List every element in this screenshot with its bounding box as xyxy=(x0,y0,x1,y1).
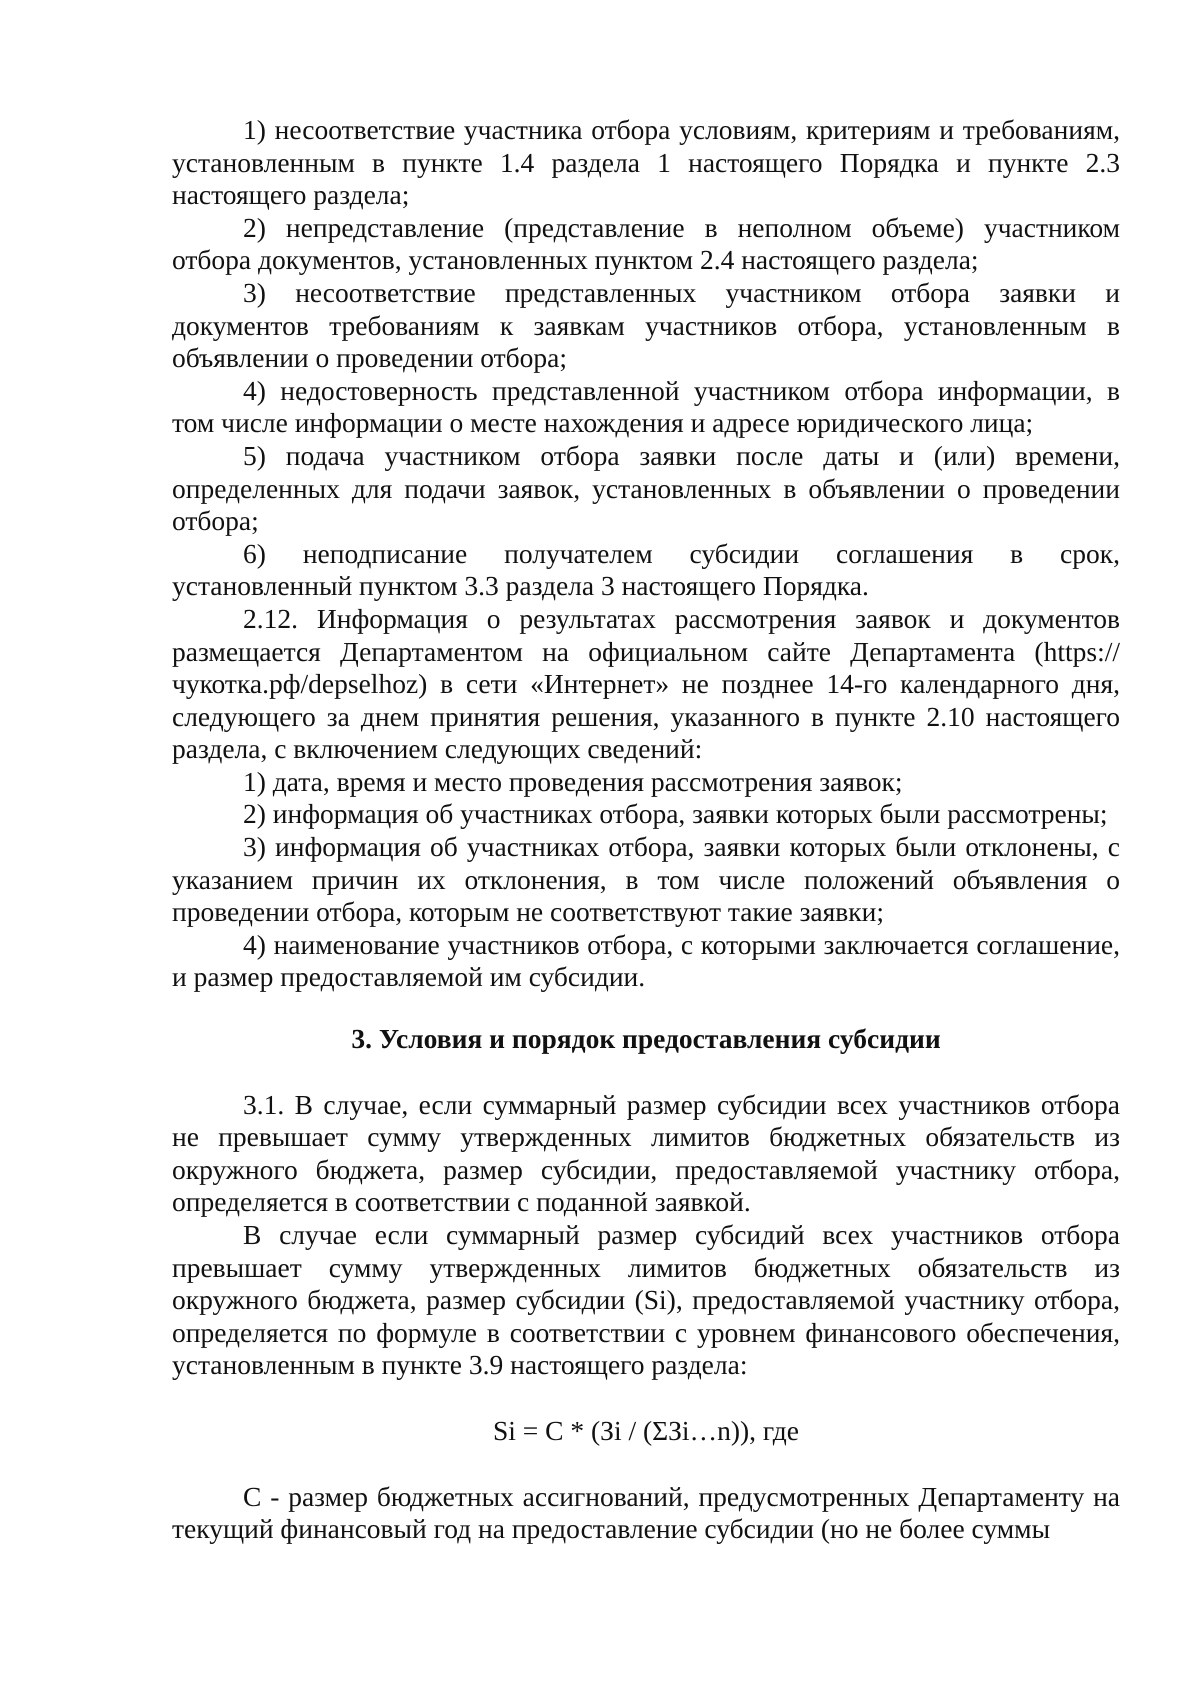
list-item-info-4: 4) наименование участников отбора, с которыми заключается соглашение, и размер предоставляемой им субсидии. xyxy=(172,928,1120,993)
list-item-info-2: 2) информация об участниках отбора, заявки которых были рассмотрены; xyxy=(243,798,1108,830)
clause-2-12: 2.12. Информация о результатах рассмотрения заявок и документов размещается Департаментом на официальном сайте Департамента (https://чукотка.рф/depselhoz) в сети «Интернет» не позднее 14-го календарного дня, следующего за днем принятия решения, указанного в пункте 2.10 настоящего раздела, с включением следующих сведений: xyxy=(172,602,1120,765)
section-heading: 3. Условия и порядок предоставления субсидии xyxy=(351,1023,941,1055)
document-page xyxy=(172,114,1120,1546)
list-item-rejection-3: 3) несоответствие представленных участником отбора заявки и документов требованиям к заявкам участников отбора, установленным в объявлении о проведении отбора; xyxy=(172,276,1120,374)
list-item-rejection-1: 1) несоответствие участника отбора условиям, критериям и требованиям, установленным в пункте 1.4 раздела 1 настоящего Порядка и пункте 2.3 настоящего раздела; xyxy=(172,114,1120,211)
list-item-rejection-6: 6) неподписание получателем субсидии соглашения в срок, установленный пунктом 3.3 раздела 3 настоящего Порядка. xyxy=(172,537,1120,602)
list-item-rejection-4: 4) недостоверность представленной участником отбора информации, в том числе информации о месте нахождения и адресе юридического лица; xyxy=(172,374,1120,439)
list-item-info-3: 3) информация об участниках отбора, заявки которых были отклонены, с указанием причин их отклонения, в том числе положений объявления о проведении отбора, которым не соответствуют такие заявки; xyxy=(172,831,1120,928)
subsidy-formula: Si = С * (Зi / (ΣЗi…n)), где xyxy=(492,1414,799,1446)
clause-3-1-formula-intro: В случае если суммарный размер субсидий всех участников отбора превышает сумму утвержденных лимитов бюджетных обязательств из окружного бюджета, размер субсидии (Si), предоставляемой участнику отбора, определяется по формуле в соответствии с уровнем финансового обеспечения, установленным в пункте 3.9 настоящего раздела: xyxy=(172,1219,1120,1381)
list-item-info-1: 1) дата, время и место проведения рассмотрения заявок; xyxy=(243,765,903,797)
list-item-rejection-5: 5) подача участником отбора заявки после даты и (или) времени, определенных для подачи заявок, установленных в объявлении о проведении отбора; xyxy=(172,439,1120,537)
clause-3-1: 3.1. В случае, если суммарный размер субсидии всех участников отбора не превышает сумму утвержденных лимитов бюджетных обязательств из окружного бюджета, размер субсидии, предоставляемой участнику отбора, определяется в соответствии с поданной заявкой. xyxy=(172,1088,1120,1218)
formula-definition-c: С - размер бюджетных ассигнований, предусмотренных Департаменту на текущий финансовый год на предоставление субсидии (но не более суммы xyxy=(172,1480,1120,1545)
list-item-rejection-2: 2) непредставление (представление в неполном объеме) участником отбора документов, установленных пунктом 2.4 настоящего раздела; xyxy=(172,211,1120,276)
